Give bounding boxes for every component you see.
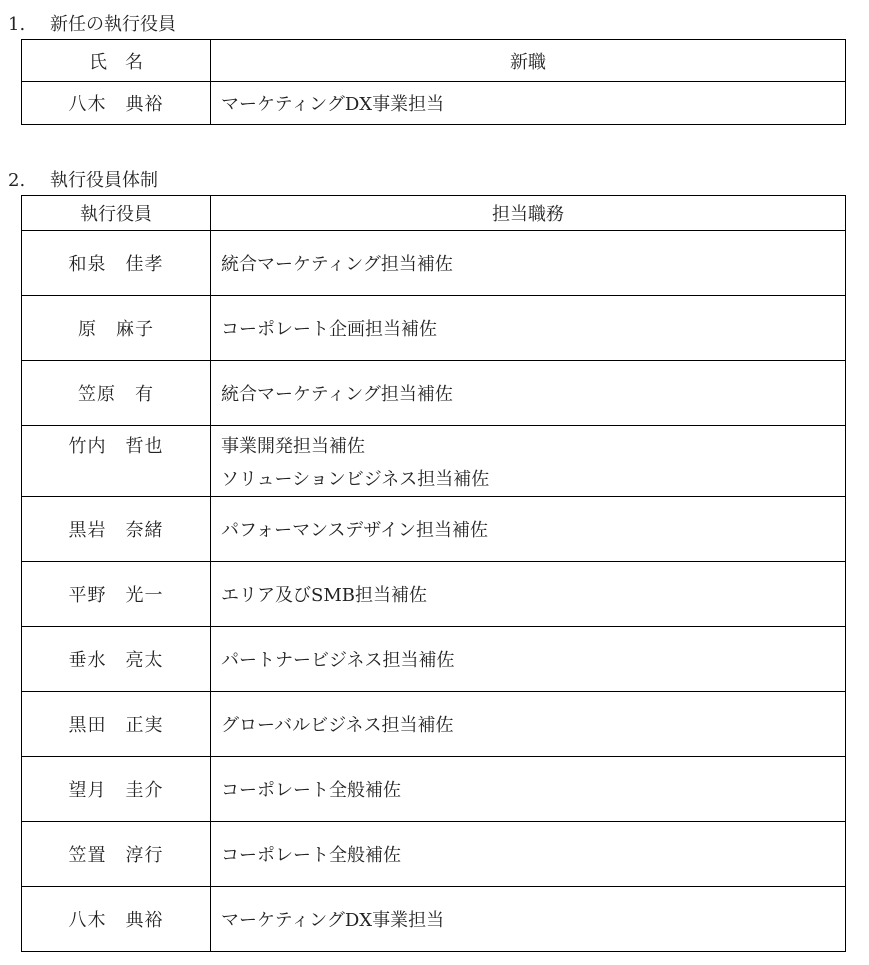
officer-duty-line: ソリューションビジネス担当補佐 — [221, 469, 490, 490]
new-officers-table — [21, 39, 846, 125]
officer-duty: コーポレート企画担当補佐 — [211, 296, 846, 361]
officer-duty: エリア及びSMB担当補佐 — [211, 562, 846, 627]
table-row — [22, 231, 846, 296]
officer-name-text: 竹内 哲也 — [68, 436, 164, 457]
officer-name: 黒岩 奈緒 — [22, 497, 211, 562]
table-row — [22, 361, 846, 426]
table-row — [22, 757, 846, 822]
officer-duty: 統合マーケティング担当補佐 — [211, 231, 846, 296]
header-duties: 担当職務 — [211, 196, 846, 231]
officer-duty: マーケティングDX事業担当 — [211, 887, 846, 952]
officer-name: 垂水 亮太 — [22, 627, 211, 692]
officer-duty: コーポレート全般補佐 — [211, 822, 846, 887]
table-row — [22, 692, 846, 757]
officer-duty — [211, 426, 846, 497]
section2-heading — [8, 166, 158, 192]
table-header-row — [22, 196, 846, 231]
officer-duty: コーポレート全般補佐 — [211, 757, 846, 822]
officer-duty: パートナービジネス担当補佐 — [211, 627, 846, 692]
officer-duty-line: 事業開発担当補佐 — [221, 436, 365, 457]
officer-name: 平野 光一 — [22, 562, 211, 627]
header-new-position: 新職 — [211, 40, 846, 82]
table-header-row — [22, 40, 846, 82]
officer-name: 八木 典裕 — [22, 887, 211, 952]
table-row — [22, 822, 846, 887]
table-row — [22, 426, 846, 497]
table-row — [22, 82, 846, 125]
table-row — [22, 296, 846, 361]
officer-name: 望月 圭介 — [22, 757, 211, 822]
section2-title: 執行役員体制 — [50, 170, 158, 191]
officer-duty: マーケティングDX事業担当 — [211, 82, 846, 125]
officer-name: 原 麻子 — [22, 296, 211, 361]
table-row — [22, 887, 846, 952]
officer-duty: パフォーマンスデザイン担当補佐 — [211, 497, 846, 562]
officer-duty: グローバルビジネス担当補佐 — [211, 692, 846, 757]
officer-name — [22, 426, 211, 497]
section2-number: 2. — [8, 170, 26, 191]
table-row — [22, 497, 846, 562]
officer-name: 笠原 有 — [22, 361, 211, 426]
officer-name: 八木 典裕 — [22, 82, 211, 125]
section1-title: 新任の執行役員 — [50, 14, 176, 35]
officer-name: 笠置 淳行 — [22, 822, 211, 887]
section1-heading — [8, 10, 176, 36]
header-officer: 執行役員 — [22, 196, 211, 231]
table-row — [22, 627, 846, 692]
section1-number: 1. — [8, 14, 26, 35]
officer-name: 黒田 正実 — [22, 692, 211, 757]
officer-name: 和泉 佳孝 — [22, 231, 211, 296]
table-row — [22, 562, 846, 627]
header-name: 氏 名 — [22, 40, 211, 82]
officer-structure-table — [21, 195, 846, 952]
officer-duty: 統合マーケティング担当補佐 — [211, 361, 846, 426]
